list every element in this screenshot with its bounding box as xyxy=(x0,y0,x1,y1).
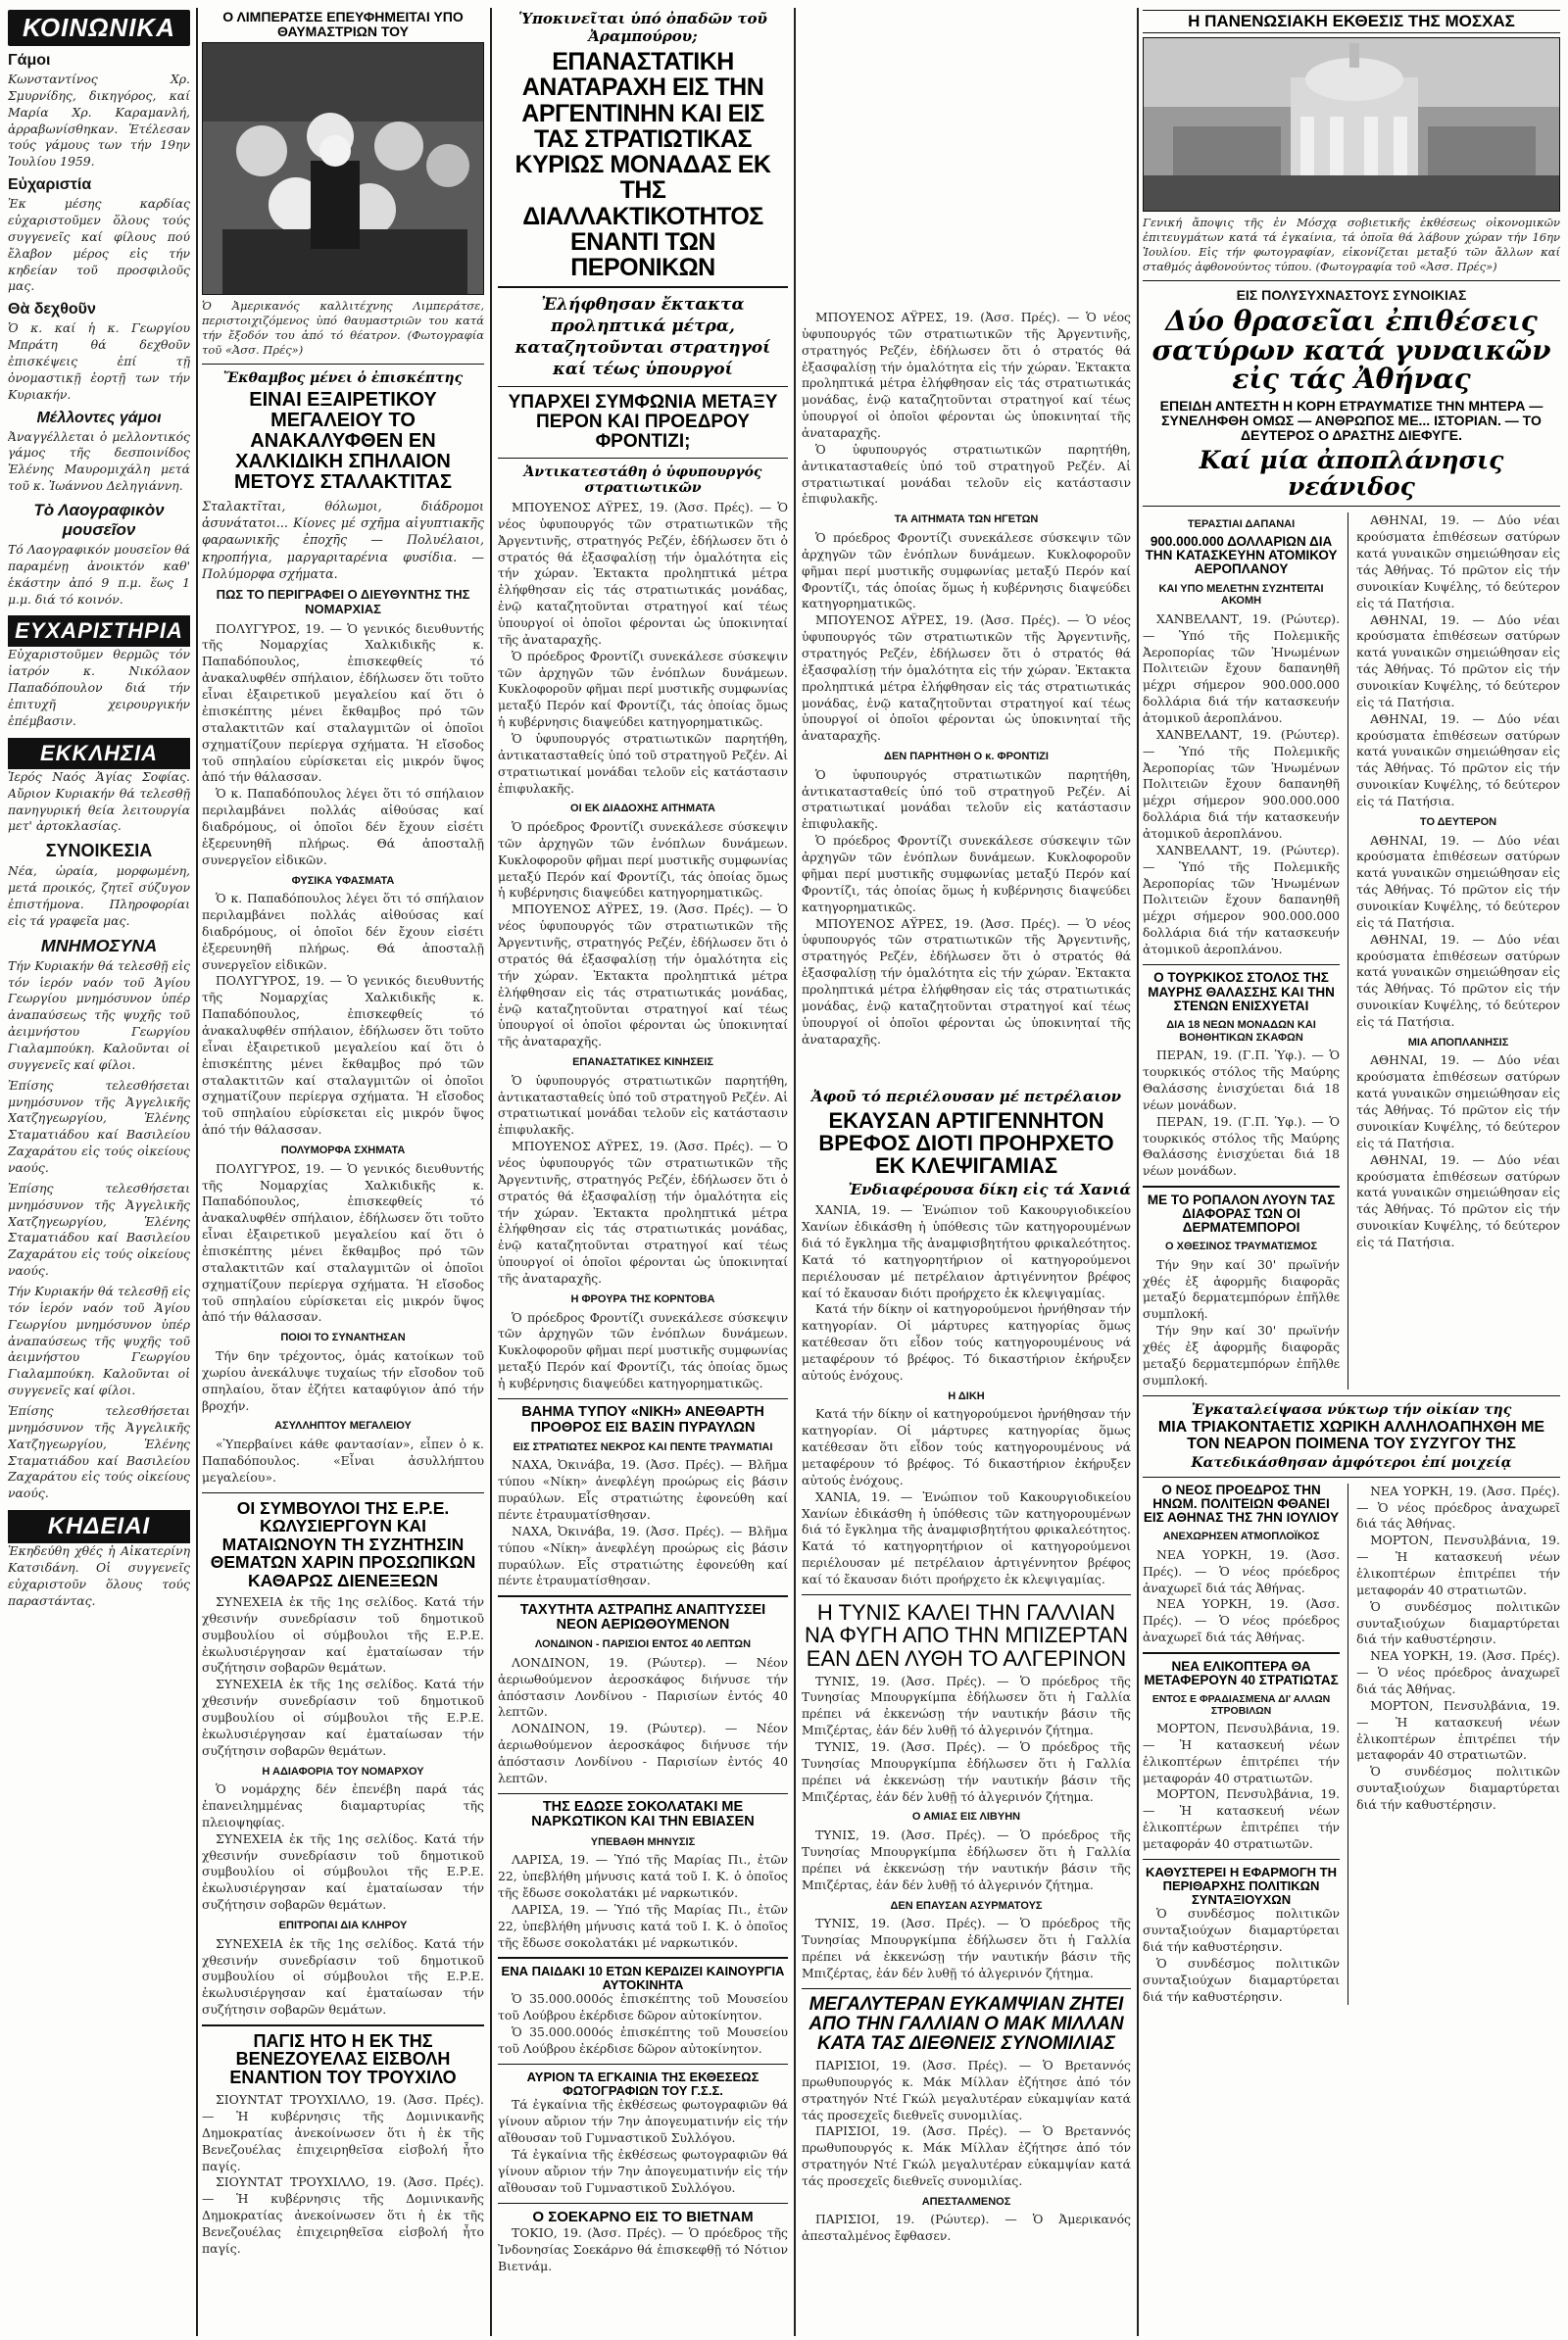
neo-headline: ΝΕΑ ΕΛΙΚΟΠΤΕΡΑ ΘΑ ΜΕΤΑΦΕΡΟΥΝ 40 ΣΤΡΑΤΙΩΤΑΣ xyxy=(1144,1658,1339,1687)
col5-split-2 xyxy=(1143,1484,1560,2006)
macmillan-text: ΠΑΡΙΣΙΟΙ, 19. (Ἀσσ. Πρές). — Ὁ Βρεταννός πρωθυπουργός κ. Μάκ Μίλλαν ἐζήτησε ἀπό τόν στρατηγόν Ντέ Γκώλ μεγαλυτέραν εὐκαμψίαν κατά τάς προσεχεῖς διεθνεῖς συνομιλίας. ΠΑΡΙΣΙΟΙ, 19. (Ἀσσ. Πρές). — Ὁ Βρεταννός πρωθυπουργός κ. Μάκ Μίλλαν ἐζήτησε ἀπό τόν στρατηγόν Ντέ Γκώλ μεγαλυτέραν εὐκαμψίαν κατά τάς προσεχεῖς διεθνεῖς συνομιλίας. xyxy=(802,2057,1131,2188)
argentina-headline: ΕΠΑΝΑΣΤΑΤΙΚΗ ΑΝΑΤΑΡΑΧΗ ΕΙΣ ΤΗΝ ΑΡΓΕΝΤΙΝΗΝ ΚΑΙ ΕΙΣ ΤΑΣ ΣΤΡΑΤΙΩΤΙΚΑΣ ΚΥΡΙΩΣ ΜΟΝΑΔΑΣ ΕΚ ΤΗΣ ΔΙΑΛΛΑΚΤΙΚΟΤΗΤΟΣ ΕΝΑΝΤΙ ΤΩΝ ΠΕΡΟΝΙΚΩΝ xyxy=(514,48,771,281)
argentina-kicker: Ὑποκινεῖται ὑπό ὀπαδῶν τοῦ Ἀραμπούρου; xyxy=(518,10,767,45)
cave-text-more: Ὁ κ. Παπαδόπουλος λέγει ὅτι τό σπήλαιον περιλαμβάνει πολλάς αἰθούσας καί διαδρόμους, οἱ ὁποῖοι δέν ἔχουν εἰσέτι ἐξερευνηθῆ πλήρως. Θά ἀποσταλῇ συνεργεῖον εἰδικῶν. ΠΟΛΥΓΥΡΟΣ, 19. — Ὁ γενικός διευθυντής τῆς Νομαρχίας Χαλκιδικῆς κ. Παπαδόπουλος, ἐπισκεφθείς τό ἀνακαλυφθέν σπήλαιον, ἐδήλωσεν ὅτι τοῦτο εἶναι ἐξαιρετικοῦ μεγαλείου καί ὅτι ὁ ἐπισκέπτης μένει ἔκθαμβος πρό τῶν σταλακτιτῶν καί σταλαγμιτῶν οἱ ὁποῖοι σχηματίζουν περίεργα σχήματα. Ἡ εἴσοδος τοῦ σπηλαίου εὑρίσκεται εἰς μικρόν ὕψος ἀπό τήν θάλασσαν. xyxy=(202,891,484,1138)
edose-headline: ΤΗΣ ΕΔΩΣΕ ΣΟΚΟΛΑΤΑΚΙ ΜΕ ΝΑΡΚΩΤΙΚΟΝ ΚΑΙ ΤΗΝ ΕΒΙΑΣΕΝ xyxy=(531,1799,755,1830)
tourkikos-text: ΠΕΡΑΝ, 19. (Γ.Π. Ὑφ.). — Ὁ τουρκικός στόλος τῆς Μαύρης Θαλάσσης ἐνισχύεται διά 18 νέων μονάδων. ΠΕΡΑΝ, 19. (Γ.Π. Ὑφ.). — Ὁ τουρκικός στόλος τῆς Μαύρης Θαλάσσης ἐνισχύεται διά 18 νέων μονάδων. xyxy=(1143,1048,1341,1179)
proedros-headline: Ο ΝΕΟΣ ΠΡΟΕΔΡΟΣ ΤΗΝ ΗΝΩΜ. ΠΟΛΙΤΕΙΩΝ ΦΘΑΝΕΙ ΕΙΣ ΑΘΗΝΑΣ ΤΗΣ 7ΗΝ ΙΟΥΛΙΟΥ xyxy=(1143,1482,1340,1526)
den-epalisan-title: ΔΕΝ ΕΠΑΥΣΑΝ ΑΣΥΡΜΑΤΟΥΣ xyxy=(890,1899,1043,1912)
dexthoun-text: Ὁ κ. καί ἡ κ. Γεωργίου Μπράτη θά δεχθοῦν ἐπισκέψεις ἐπί τῇ ὀνομαστικῇ ἑορτῇ των τήν Κυριακήν. xyxy=(8,320,190,402)
liberace-photo-title: Ο ΛΙΜΠΕΡΑΤΣΕ ΕΠΕΥΦΗΜΕΙΤΑΙ ΥΠΟ ΘΑΥΜΑΣΤΡΙΩΝ ΤΟΥ xyxy=(222,10,464,39)
avrion-text: Τά ἐγκαίνια τῆς ἐκθέσεως φωτογραφιῶν θά γίνουν αὔριον τήν 7ην ἀπογευματινήν εἰς τήν αἴθουσαν τοῦ Γυμναστικοῦ Συλλόγου. Τά ἐγκαίνια τῆς ἐκθέσεως φωτογραφιῶν θά γίνουν αὔριον τήν 7ην ἀπογευματινήν εἰς τήν αἴθουσαν τοῦ Γυμναστικοῦ Συλλόγου. xyxy=(498,2097,788,2195)
epitropai-title: ΕΠΙΤΡΟΠΑΙ ΔΙΑ ΚΛΗΡΟΥ xyxy=(278,1920,408,1932)
egatalei-headline: ΜΙΑ ΤΡΙΑΚΟΝΤΑΕΤΙΣ ΧΩΡΙΚΗ ΑΛΛΗΛΟΑΠΗΧΘΗ ΜΕ ΤΟΝ ΝΕΑΡΟΝ ΠΟΙΜΕΝΑ ΤΟΥ ΣΥΖΥΓΟΥ ΤΗΣ xyxy=(1157,1419,1545,1452)
epitropai-text: ΣΥΝΕΧΕΙΑ ἐκ τῆς 1ης σελίδος. Κατά τήν χθεσινήν συνεδρίασιν τοῦ δημοτικοῦ συμβουλίου οἱ σύμβουλοι τῆς Ε.Ρ.Ε. ἐκωλυσιέργησαν καί ἐματαίωσαν τήν συζήτησιν σοβαρῶν θεμάτων. xyxy=(202,1935,484,2018)
aitimata-title: ΤΑ ΑΙΤΗΜΑΤΑ ΤΩΝ ΗΓΕΤΩΝ xyxy=(894,513,1039,526)
tunis-text: ΤΥΝΙΣ, 19. (Ἀσσ. Πρές). — Ὁ πρόεδρος τῆς Τυνησίας Μπουργκίμπα ἐδήλωσεν ὅτι ἡ Γαλλία πρέπει νά ἐκκενώσῃ τήν ναυτικήν βάσιν τῆς Μπιζέρτας, ἐάν δέν λυθῇ τό ἀλγερινόν ζήτημα. ΤΥΝΙΣ, 19. (Ἀσσ. Πρές). — Ὁ πρόεδρος τῆς Τυνησίας Μπουργκίμπα ἐδήλωσεν ὅτι ἡ Γαλλία πρέπει νά ἐκκενώσῃ τήν ναυτικήν βάσιν τῆς Μπιζέρτας, ἐάν δέν λυθῇ τό ἀλγερινόν ζήτημα. xyxy=(802,1673,1131,1804)
poioi-text: Τήν 6ην τρέχοντος, ὁμάς κατοίκων τοῦ χωρίου ἀνεκάλυψε τυχαίως τήν εἴσοδον τοῦ σπηλαίου, ὅταν ἐζήτει καταφύγιον ἀπό τήν βροχήν. xyxy=(202,1347,484,1413)
moscow-photo-caption: Γενική ἄποψις τῆς ἐν Μόσχᾳ σοβιετικῆς ἐκθέσεως οἰκονομικῶν ἐπιτευγμάτων κατά τά ἐγκαίνια, τά ὁποῖα θά λάβουν χώραν τήν 16ην Ἰουλίου. Εἰς τήν φωτογραφίαν, εἰκονίζεται μεταξύ τῶν ἄλλων καί σταθμός ἀφθονούντος τύπου. (Φωτογραφία τοῦ «Ἀσσ. Πρές») xyxy=(1143,215,1560,273)
tunis-headline: Η ΤΥΝΙΣ ΚΑΛΕΙ ΤΗΝ ΓΑΛΛΙΑΝ ΝΑ ΦΥΓΗ ΑΠΟ ΤΗΝ ΜΠΙΖΕΡΤΑΝ ΕΑΝ ΔΕΝ ΛΥΘΗ ΤΟ ΑΛΓΕΡΙΝΟΝ xyxy=(804,1600,1129,1671)
argentina-text-2: Ὁ πρόεδρος Φροντίζι συνεκάλεσε σύσκεψιν τῶν ἀρχηγῶν τῶν ἐνόπλων δυνάμεων. Κυκλοφοροῦν φῆμαι περί μυστικῆς συμφωνίας μεταξύ Περόν καί Φροντίζι, τάς ὁποίας ὅμως ἡ κυβέρνησις διαψεύδει κατηγορηματικῶς. ΜΠΟΥΕΝΟΣ ΑΫΡΕΣ, 19. (Ἀσσ. Πρές). — Ὁ νέος ὑφυπουργός τῶν στρατιωτικῶν τῆς Ἀργεντινῆς, στρατηγός Ρεζέν, ἐδήλωσεν ὅτι ὁ στρατός θά ἐξασφαλίσῃ τήν ὁμαλότητα εἰς τήν χώραν. Ἐκτακτα προληπτικά μέτρα ἐλήφθησαν εἰς τάς στρατιωτικάς μονάδας, ἐνῷ καταζητοῦνται στρατηγοί καί τέως ὑπουργοί οἱ ὁποῖοι φέρονται ὡς ὑποκινηταί τῆς ἀναταραχῆς. xyxy=(498,819,788,1049)
liberace-photo xyxy=(202,42,484,295)
vrefos-sub: Ἐνδιαφέρουσα δίκη εἰς τά Χανιά xyxy=(848,1181,1131,1199)
apoplanisis-title: ΜΙΑ ΑΠΟΠΛΑΝΗΣΙΣ xyxy=(1407,1036,1509,1048)
neo-sub: ΕΝΤΟΣ Ε ΦΡΑΔΙΑΣΜΕΝΑ ΔΙ' ΑΛΛΩΝ ΣΤΡΟΒΙΛΩΝ xyxy=(1152,1692,1331,1717)
column-rule xyxy=(794,8,796,2336)
eukharistiria-title: ΕΥΧΑΡΙΣΤΗΡΙΑ xyxy=(8,615,190,647)
kathysterei-headline: ΚΑΘΥΣΤΕΡΕΙ Η ΕΦΑΡΜΟΓΗ ΤΗ ΠΕΡΙΘΑΡΧΗΣ ΠΟΛΙΤΙΚΩΝ ΣΥΝΤΑΞΙΟΥΧΩΝ xyxy=(1146,1865,1338,1907)
moscow-photo xyxy=(1143,37,1560,212)
polymorpha-title: ΠΟΛΥΜΟΡΦΑ ΣΧΗΜΑΤΑ xyxy=(280,1145,406,1157)
neo-text: ΜΟΡΤΟΝ, Πενσυλβάνια, 19. — Ἡ κατασκευή νέων ἑλικοπτέρων ἐπιτρέπει τήν μεταφοράν 40 στρατιωτῶν. ΜΟΡΤΟΝ, Πενσυλβάνια, 19. — Ἡ κατασκευή νέων ἑλικοπτέρων ἐπιτρέπει τήν μεταφοράν 40 στρατιωτῶν. xyxy=(1143,1720,1341,1851)
kideiai-title: ΚΗΔΕΙΑΙ xyxy=(8,1510,190,1543)
dollars-headline: 900.000.000 ΔΟΛΛΑΡΙΩΝ ΔΙΑ ΤΗΝ ΚΑΤΑΣΚΕΥΗΝ ΑΤΟΜΙΚΟΥ ΑΕΡΟΠΛΑΝΟΥ xyxy=(1145,534,1338,577)
argentina-text: ΜΠΟΥΕΝΟΣ ΑΫΡΕΣ, 19. (Ἀσσ. Πρές). — Ὁ νέος ὑφυπουργός τῶν στρατιωτικῶν τῆς Ἀργεντινῆς, στρατηγός Ρεζέν, ἐδήλωσεν ὅτι ὁ στρατός θά ἐξασφαλίσῃ τήν ὁμαλότητα εἰς τήν χώραν. Ἐκτακτα προληπτικά μέτρα ἐλήφθησαν εἰς τάς στρατιωτικάς μονάδας, ἐνῷ καταζητοῦνται στρατηγοί καί τέως ὑπουργοί οἱ ὁποῖοι φέρονται ὡς ὑποκινηταί τῆς ἀναταραχῆς. Ὁ πρόεδρος Φροντίζι συνεκάλεσε σύσκεψιν τῶν ἀρχηγῶν τῶν ἐνόπλων δυνάμεων. Κυκλοφοροῦν φῆμαι περί μυστικῆς συμφωνίας μεταξύ Περόν καί Φροντίζι, τάς ὁποίας ὅμως ἡ κυβέρνησις διαψεύδει κατηγορηματικῶς. Ὁ ὑφυπουργός στρατιωτικῶν παρητήθη, ἀντικατασταθείς ὑπό τοῦ στρατηγοῦ Ρεζέν. Αἱ στρατιωτικαί μονάδαι τελοῦν εἰς κατάστασιν ἐπιφυλακῆς. xyxy=(498,499,788,796)
ekklisia-title: ΕΚΚΛΗΣΙΑ xyxy=(8,738,190,769)
taxytita-sub: ΛΟΝΔΙΝΟΝ - ΠΑΡΙΣΙΟΙ ΕΝΤΟΣ 40 ΛΕΠΤΩΝ xyxy=(534,1638,752,1651)
edose-text: ΛΑΡΙΣΑ, 19. — Ὑπό τῆς Μαρίας Πι., ἐτῶν 22, ὑπεβλήθη μήνυσις κατά τοῦ Ι. Κ. ὁ ὁποῖος τῆς ἔδωσε σοκολατάκι μέ ναρκωτικόν. ΛΑΡΙΣΑ, 19. — Ὑπό τῆς Μαρίας Πι., ἐτῶν 22, ὑπεβλήθη μήνυσις κατά τοῦ Ι. Κ. ὁ ὁποῖος τῆς ἔδωσε σοκολατάκι μέ ναρκωτικόν. xyxy=(498,1852,788,1950)
taxytita-headline: ΤΑΧΥΤΗΤΑ ΑΣΤΡΑΠΗΣ ΑΝΑΠΤΥΣΣΕΙ ΝΕΟΝ ΑΕΡΙΩΘΟΥΜΕΝΟΝ xyxy=(519,1601,766,1633)
asylliptou-text: «Ὑπερβαίνει κάθε φαντασίαν», εἶπεν ὁ κ. Παπαδόπουλος. «Εἶναι ἀσυλλήπτου μεγαλείου». xyxy=(202,1437,484,1485)
macmillan-headline: ΜΕΓΑΛΥΤΕΡΑΝ ΕΥΚΑΜΨΙΑΝ ΖΗΤΕΙ ΑΠΟ ΤΗΝ ΓΑΛΛΙΑΝ Ο ΜΑΚ ΜΙΛΛΑΝ ΚΑΤΑ ΤΑΣ ΔΙΕΘΝΕΙΣ ΣΥΝΟΜΙΛΙΑΣ xyxy=(808,1994,1124,2055)
vrefos-kicker: Ἀφοῦ τό περιέλουσαν μέ πετρέλαιον xyxy=(810,1088,1122,1105)
cave-headline: ΕΙΝΑΙ ΕΞΑΙΡΕΤΙΚΟΥ ΜΕΓΑΛΕΙΟΥ ΤΟ ΑΝΑΚΑΛΥΦΘΕΝ ΕΝ ΧΑΛΚΙΔΙΚΗ ΣΠΗΛΑΙΟΝ ΜΕΤΟΥΣ ΣΤΑΛΑΚΤΙΤΑΣ xyxy=(233,389,453,494)
satyr-headline: Δύο θρασεῖαι ἐπιθέσεις σατύρων κατά γυναικῶν εἰς τάς Ἀθήνας xyxy=(1152,305,1551,395)
gamoi-heading: Γάμοι xyxy=(8,52,51,69)
argentina-sub2: ΥΠΑΡΧΕΙ ΣΥΜΦΩΝΙΑ ΜΕΤΑΞΥ ΠΕΡΟΝ ΚΑΙ ΠΡΟΕΔΡΟΥ ΦΡΟΝΤΙΖΙ; xyxy=(508,392,778,452)
column-rule xyxy=(1137,8,1139,2336)
edose-sub: ΥΠΕΒΑΘΗ ΜΗΝΥΣΙΣ xyxy=(590,1835,696,1848)
vima-sub: ΕΙΣ ΣΤΡΑΤΙΩΤΕΣ ΝΕΚΡΟΣ ΚΑΙ ΠΕΝΤΕ ΤΡΑΥΜΑΤΙΑΙ xyxy=(513,1440,773,1453)
satyr-sub2: Καί μία ἀποπλάνησις νεάνιδος xyxy=(1199,446,1504,501)
column-5 xyxy=(1143,10,1560,2005)
argentina-cont-text-2: Ὁ πρόεδρος Φροντίζι συνεκάλεσε σύσκεψιν τῶν ἀρχηγῶν τῶν ἐνόπλων δυνάμεων. Κυκλοφοροῦν φῆμαι περί μυστικῆς συμφωνίας μεταξύ Περόν καί Φροντίζι, τάς ὁποίας ὅμως ἡ κυβέρνησις διαψεύδει κατηγορηματικῶς. ΜΠΟΥΕΝΟΣ ΑΫΡΕΣ, 19. (Ἀσσ. Πρές). — Ὁ νέος ὑφυπουργός τῶν στρατιωτικῶν τῆς Ἀργεντινῆς, στρατηγός Ρεζέν, ἐδήλωσεν ὅτι ὁ στρατός θά ἐξασφαλίσῃ τήν ὁμαλότητα εἰς τήν χώραν. Ἐκτακτα προληπτικά μέτρα ἐλήφθησαν εἰς τάς στρατιωτικάς μονάδας, ἐνῷ καταζητοῦνται στρατηγοί καί τέως ὑπουργοί οἱ ὁποῖοι φέρονται ὡς ὑποκινηταί τῆς ἀναταραχῆς. xyxy=(802,529,1131,744)
column-2 xyxy=(202,10,484,2258)
synoikesia-text: Νέα, ὡραία, μορφωμένη, μετά προικός, ζητεῖ σύζυγον ἐπιστήμονα. Πληροφορίαι εἰς τά γραφεῖα μας. xyxy=(8,863,190,928)
mnimosyna-text-2: Ἐπίσης τελεσθήσεται μνημόσυνον τῆς Ἀγγελικῆς Χατζηγεωργίου, Ἑλένης Σταματιάδου καί Βασιλείου Ζαχαράτου εἰς τούς οἰκείους ναούς. xyxy=(8,1077,190,1175)
egatalei-block xyxy=(1356,1484,1560,2006)
apostalmenos-title: ΑΠΕΣΤΑΛΜΕΝΟΣ xyxy=(921,2195,1011,2208)
synoikesia-heading: ΣΥΝΟΙΚΕΣΙΑ xyxy=(45,841,153,861)
paidaki-headline: ΕΝΑ ΠΑΙΔΑΚΙ 10 ΕΤΩΝ ΚΕΡΔΙΖΕΙ ΚΑΙΝΟΥΡΓΙΑ ΑΥΤΟΚΙΝΗΤΑ xyxy=(501,1963,785,1992)
proedros-block xyxy=(1143,1484,1340,2006)
athens-block xyxy=(1356,512,1560,1389)
vrefos-text: ΧΑΝΙΑ, 19. — Ἐνώπιον τοῦ Κακουργιοδικείου Χανίων ἐδικάσθη ἡ ὑπόθεσις τῶν κατηγορουμένων διά τό ἔγκλημα τῆς ἀναμφισβητήτου φρικαλεότητος. Κατά τό κατηγορητήριον οἱ κατηγορούμενοι περιέλουσαν μέ πετρέλαιον ἀρτιγέννητον βρέφος καί τό ἔκαυσαν διότι προήρχετο ἐκ κλεψιγαμίας. Κατά τήν δίκην οἱ κατηγορούμενοι ἠρνήθησαν τήν κατηγορίαν. Οἱ μάρτυρες κατηγορίας ὅμως κατέθεσαν ὅτι εἶδον τούς κατηγορουμένους νά μεταφέρουν τό βρέφος. Τό δικαστήριον ἐκήρυξεν αὐτούς ἐνόχους. xyxy=(802,1202,1131,1383)
left-column xyxy=(8,10,190,1610)
mnimosyna-text-5: Ἐπίσης τελεσθήσεται μνημόσυνον τῆς Ἀγγελικῆς Χατζηγεωργίου, Ἑλένης Σταματιάδου καί Βασιλείου Ζαχαράτου εἰς τούς οἰκείους ναούς. xyxy=(8,1403,190,1501)
column-3 xyxy=(498,10,788,2274)
ropalon-sub: Ο ΧΘΕΣΙΝΟΣ ΤΡΑΥΜΑΤΙΣΜΟΣ xyxy=(1165,1241,1318,1253)
athens-text: ΑΘΗΝΑΙ, 19. — Δύο νέαι κρούσματα ἐπιθέσεων σατύρων κατά γυναικῶν σημειώθησαν εἰς τάς Ἀθήνας. Τό πρῶτον εἰς τήν συνοικίαν Κυψέλης, τό δεύτερον εἰς τά Πατήσια. ΑΘΗΝΑΙ, 19. — Δύο νέαι κρούσματα ἐπιθέσεων σατύρων κατά γυναικῶν σημειώθησαν εἰς τάς Ἀθήνας. Τό πρῶτον εἰς τήν συνοικίαν Κυψέλης, τό δεύτερον εἰς τά Πατήσια. ΑΘΗΝΑΙ, 19. — Δύο νέαι κρούσματα ἐπιθέσεων σατύρων κατά γυναικῶν σημειώθησαν εἰς τάς Ἀθήνας. Τό πρῶτον εἰς τήν συνοικίαν Κυψέλης, τό δεύτερον εἰς τά Πατήσια. xyxy=(1356,512,1560,809)
dollars-sub: ΚΑΙ ΥΠΟ ΜΕΛΕΤΗΝ ΣΥΖΗΤΕΙΤΑΙ ΑΚΟΜΗ xyxy=(1158,582,1324,608)
ekklisia-text: Ἱερός Ναός Ἁγίας Σοφίας. Αὔριον Κυριακήν θά τελεσθῇ πανηγυρική θεία λειτουργία μετ' ἀρτοκλασίας. xyxy=(8,768,190,834)
den-paraitithi-title: ΔΕΝ ΠΑΡΗΤΗΘΗ Ο κ. ΦΡΟΝΤΙΖΙ xyxy=(884,751,1049,763)
gamoi-text: Κωνσταντίνος Χρ. Σμυρνίδης, δικηγόρος, καί Μαρία Χρ. Καραμανλή, ἀρραβωνίσθηκαν. Ἐτέλεσαν τούς γάμους των τήν 19ην Ἰουλίου 1959. xyxy=(8,72,190,170)
deuteron-title: ΤΟ ΔΕΥΤΕΡΟΝ xyxy=(1419,815,1497,828)
satyr-sub: ΕΠΕΙΔΗ ΑΝΤΕΣΤΗ Η ΚΟΡΗ ΕΤΡΑΥΜΑΤΙΣΕ ΤΗΝ ΜΗΤΕΡΑ — ΣΥΝΕΛΗΦΘΗ ΟΜΩΣ — ΑΝΘΡΩΠΟΣ ΜΕ... ΙΣΤΟΡΙΑΝ. — ΤΟ ΔΕΥΤΕΡΟΣ Ο ΔΡΑΣΤΗΣ ΔΙΕΦΥΓΕ. xyxy=(1159,398,1544,443)
argentina-cont-text: ΜΠΟΥΕΝΟΣ ΑΫΡΕΣ, 19. (Ἀσσ. Πρές). — Ὁ νέος ὑφυπουργός τῶν στρατιωτικῶν τῆς Ἀργεντινῆς, στρατηγός Ρεζέν, ἐδήλωσεν ὅτι ὁ στρατός θά ἐξασφαλίσῃ τήν ὁμαλότητα εἰς τήν χώραν. Ἐκτακτα προληπτικά μέτρα ἐλήφθησαν εἰς τάς στρατιωτικάς μονάδας, ἐνῷ καταζητοῦνται στρατηγοί καί τέως ὑπουργοί οἱ ὁποῖοι φέρονται ὡς ὑποκινηταί τῆς ἀναταραχῆς. Ὁ ὑφυπουργός στρατιωτικῶν παρητήθη, ἀντικατασταθείς ὑπό τοῦ στρατηγοῦ Ρεζέν. Αἱ στρατιωτικαί μονάδαι τελοῦν εἰς κατάστασιν ἐπιφυλακῆς. xyxy=(802,310,1131,507)
liberace-photo-caption: Ὁ Ἀμερικανός καλλιτέχνης Λιμπεράτσε, περιστοιχιζόμενος ὑπό θαυμαστριῶν του κατά τήν ἔξοδόν του ἀπό τό θέατρον. (Φωτογραφία τοῦ «Ἀσσ. Πρές») xyxy=(202,299,484,358)
apostalmenos-text: ΠΑΡΙΣΙΟΙ, 19. (Ρώυτερ). — Ὁ Ἀμερικανός ἀπεσταλμένος ἔφθασεν. xyxy=(802,2212,1131,2244)
vrefos-headline: ΕΚΑΥΣΑΝ ΑΡΤΙΓΕΝΝΗΤΟΝ ΒΡΕΦΟΣ ΔΙΟΤΙ ΠΡΟΗΡΧΕΤΟ ΕΚ ΚΛΕΨΙΓΑΜΙΑΣ xyxy=(818,1108,1114,1179)
column-rule xyxy=(196,8,198,2336)
proedros-text: ΝΕΑ ΥΟΡΚΗ, 19. (Ἀσσ. Πρές). — Ὁ νέος πρόεδρος ἀναχωρεῖ διά τάς Ἀθήνας. ΝΕΑ ΥΟΡΚΗ, 19. (Ἀσσ. Πρές). — Ὁ νέος πρόεδρος ἀναχωρεῖ διά τάς Ἀθήνας. xyxy=(1143,1546,1341,1645)
vrefos-text-2: Κατά τήν δίκην οἱ κατηγορούμενοι ἠρνήθησαν τήν κατηγορίαν. Οἱ μάρτυρες κατηγορίας ὅμως κατέθεσαν ὅτι εἶδον τούς κατηγορουμένους νά μεταφέρουν τό βρέφος. Τό δικαστήριον ἐκήρυξεν αὐτούς ἐνόχους. ΧΑΝΙΑ, 19. — Ἐνώπιον τοῦ Κακουργιοδικείου Χανίων ἐδικάσθη ἡ ὑπόθεσις τῶν κατηγορουμένων διά τό ἔγκλημα τῆς ἀναμφισβητήτου φρικαλεότητος. Κατά τό κατηγορητήριον οἱ κατηγορούμενοι περιέλουσαν μέ πετρέλαιον ἀρτιγέννητον βρέφος καί τό ἔκαυσαν διότι προήρχετο ἐκ κλεψιγαμίας. xyxy=(802,1406,1131,1586)
tunis-text-2: ΤΥΝΙΣ, 19. (Ἀσσ. Πρές). — Ὁ πρόεδρος τῆς Τυνησίας Μπουργκίμπα ἐδήλωσεν ὅτι ἡ Γαλλία πρέπει νά ἐκκενώσῃ τήν ναυτικήν βάσιν τῆς Μπιζέρτας, ἐάν δέν λυθῇ τό ἀλγερινόν ζήτημα. xyxy=(802,1828,1131,1892)
amias-title: Ο ΑΜΙΑΣ ΕΙΣ ΛΙΒΥΗΝ xyxy=(911,1811,1021,1824)
proedros-sub: ΑΝΕΧΩΡΗΣΕΝ ΑΤΜΟΠΛΟΪΚΟΣ xyxy=(1162,1531,1320,1543)
koinonika-title: ΚΟΙΝΩΝΙΚΑ xyxy=(8,10,190,46)
terastiai-title: ΤΕΡΑΣΤΙΑΙ ΔΑΠΑΝΑΙ xyxy=(1187,518,1296,531)
physika-title: ΦΥΣΙΚΑ ΥΦΑΣΜΑΤΑ xyxy=(291,874,395,887)
mnimosyna-text-3: Ἐπίσης τελεσθήσεται μνημόσυνον τῆς Ἀγγελικῆς Χατζηγεωργίου, Ἑλένης Σταματιάδου καί Βασιλείου Ζαχαράτου εἰς τούς οἰκείους ναούς. xyxy=(8,1180,190,1279)
cave-kicker: Ἔκθαμβος μένει ὁ ἐπισκέπτης xyxy=(222,370,464,387)
argentina-text-4: Ὁ πρόεδρος Φροντίζι συνεκάλεσε σύσκεψιν τῶν ἀρχηγῶν τῶν ἐνόπλων δυνάμεων. Κυκλοφοροῦν φῆμαι περί μυστικῆς συμφωνίας μεταξύ Περόν καί Φροντίζι, τάς ὁποίας ὅμως ἡ κυβέρνησις διαψεύδει κατηγορηματικῶς. xyxy=(498,1309,788,1390)
laografikon-text: Τό Λαογραφικόν μουσεῖον θά παραμένῃ ἀνοικτόν καθ' ἑκάστην ἀπό 9 π.μ. ἕως 1 μ.μ. διά τό κοινόν. xyxy=(8,542,190,607)
cave-text-polymorpha: ΠΟΛΥΓΥΡΟΣ, 19. — Ὁ γενικός διευθυντής τῆς Νομαρχίας Χαλκιδικῆς κ. Παπαδόπουλος, ἐπισκεφθείς τό ἀνακαλυφθέν σπήλαιον, ἐδήλωσεν ὅτι τοῦτο εἶναι ἐξαιρετικοῦ μεγαλείου καί ὅτι ὁ ἐπισκέπτης μένει ἔκθαμβος πρό τῶν σταλακτιτῶν καί σταλαγμιτῶν οἱ ὁποῖοι σχηματίζουν περίεργα σχήματα. Ἡ εἴσοδος τοῦ σπηλαίου εὑρίσκεται εἰς μικρόν ὕψος ἀπό τήν θάλασσαν. xyxy=(202,1160,484,1325)
argentina-sub1: Ἐλήφθησαν ἔκτακτα προληπτικά μέτρα, καταζητοῦνται στρατηγοί καί τέως ὑπουργοί xyxy=(514,294,771,380)
mnimosyna-heading: ΜΝΗΜΟΣΥΝΑ xyxy=(40,935,158,955)
cave-subheadline: Σταλακτῖται, θόλωμοι, διάδρομοι ἀσυνάτατοι... Κίονες μέ σχῆμα αἰγυπτιακῆς φαραωνικῆς ἐποχῆς — Πολυέλαιοι, κηροπήγια, μαργαριταρένια φυσίδια. — Πολύμορφα σχήματα. xyxy=(202,499,484,581)
kathysterei-text: Ὁ συνδέσμος πολιτικῶν συνταξιούχων διαμαρτύρεται διά τήν καθυστέρησιν. Ὁ συνδέσμος πολιτικῶν συνταξιούχων διαμαρτύρεται διά τήν καθυστέρησιν. xyxy=(1143,1906,1341,2004)
tourkikos-headline: Ο ΤΟΥΡΚΙΚΟΣ ΣΤΟΛΟΣ ΤΗΣ ΜΑΥΡΗΣ ΘΑΛΑΣΣΗΣ ΚΑΙ ΤΗΝ ΣΤΕΝΩΝ ΕΝΙΣΧΥΕΤΑΙ xyxy=(1148,970,1335,1013)
dexthoun-heading: Θὰ δεχθοῦν xyxy=(8,301,96,318)
egatalei-kicker: Ἐγκαταλείψασα νύκτωρ τήν οἰκίαν της xyxy=(1191,1402,1512,1419)
mellontes-text: Ἀναγγέλλεται ὁ μελλοντικός γάμος τῆς δεσποινίδος Ἑλένης Μαυρομιχάλη μετά τοῦ κ. Ἰωάννου Δεληγιάννη. xyxy=(8,428,190,494)
argentina-sub3: Ἀντικατεστάθη ὁ ὑφυπουργός στρατιωτικῶν xyxy=(523,463,762,496)
mellontes-heading: Μέλλοντες γάμοι xyxy=(36,409,162,426)
column-rule xyxy=(490,8,492,2336)
asylliptou-title: ΑΣΥΛΛΗΠΤΟΥ ΜΕΓΑΛΕΙΟΥ xyxy=(274,1420,412,1433)
venezuela-headline: ΠΑΓΙΣ ΗΤΟ Η ΕΚ ΤΗΣ ΒΕΝΕΖΟΥΕΛΑΣ ΕΙΣΒΟΛΗ ΕΝΑΝΤΙΟΝ ΤΟΥ ΤΡΟΥΧΙΛΟ xyxy=(229,2030,457,2088)
poioi-title: ΠΟΙΟΙ ΤΟ ΣΥΝΑΝΤΗΣΑΝ xyxy=(280,1332,406,1344)
dollars-block xyxy=(1143,512,1340,1389)
satyr-kicker: ΕΙΣ ΠΟΛΥΣΥΧΝΑΣΤΟΥΣ ΣΥΝΟΙΚΙΑΣ xyxy=(1236,287,1467,304)
kideiai-text: Ἐκηδεύθη χθές ἡ Αἰκατερίνη Κατσιδάνη. Οἱ συγγενεῖς εὐχαριστοῦν ὅλους τούς παραστάντας. xyxy=(8,1543,190,1608)
dollars-text: ΧΑΝΒΕΛΑΝΤ, 19. (Ρώυτερ). — Ὑπό τῆς Πολεμικῆς Ἀεροπορίας τῶν Ἡνωμένων Πολιτειῶν ἔχουν δαπανηθῆ μέχρι σήμερον 900.000.000 δολλάρια διά τήν κατασκευήν ἀτομικοῦ ἀεροπλάνου. ΧΑΝΒΕΛΑΝΤ, 19. (Ρώυτερ). — Ὑπό τῆς Πολεμικῆς Ἀεροπορίας τῶν Ἡνωμένων Πολιτειῶν ἔχουν δαπανηθῆ μέχρι σήμερον 900.000.000 δολλάρια διά τήν κατασκευήν ἀτομικοῦ ἀεροπλάνου. ΧΑΝΒΕΛΑΝΤ, 19. (Ρώυτερ). — Ὑπό τῆς Πολεμικῆς Ἀεροπορίας τῶν Ἡνωμένων Πολιτειῶν ἔχουν δαπανηθῆ μέχρι σήμερον 900.000.000 δολλάρια διά τήν κατασκευήν ἀτομικοῦ ἀεροπλάνου. xyxy=(1143,610,1341,957)
column-4-upper xyxy=(802,310,1131,1084)
ropalon-headline: ΜΕ ΤΟ ΡΟΠΑΛΟΝ ΛΥΟΥΝ ΤΑΣ ΔΙΑΦΟΡΑΣ ΤΩΝ ΟΙ ΔΕΡΜΑΤΕΜΠΟΡΟΙ xyxy=(1147,1192,1336,1235)
ere-text: ΣΥΝΕΧΕΙΑ ἐκ τῆς 1ης σελίδος. Κατά τήν χθεσινήν συνεδρίασιν τοῦ δημοτικοῦ συμβουλίου οἱ σύμβουλοι τῆς Ε.Ρ.Ε. ἐκωλυσιέργησαν καί ἐματαίωσαν τήν συζήτησιν σοβαρῶν θεμάτων. ΣΥΝΕΧΕΙΑ ἐκ τῆς 1ης σελίδος. Κατά τήν χθεσινήν συνεδρίασιν τοῦ δημοτικοῦ συμβουλίου οἱ σύμβουλοι τῆς Ε.Ρ.Ε. ἐκωλυσιέργησαν καί ἐματαίωσαν τήν συζήτησιν σοβαρῶν θεμάτων. xyxy=(202,1593,484,1758)
mnimosyna-text: Τήν Κυριακήν θά τελεσθῇ εἰς τόν ἱερόν ναόν τοῦ Ἁγίου Γεωργίου μνημόσυνον ὑπέρ ἀναπαύσεως τῆς ψυχῆς τοῦ ἀειμνήστου Γεωργίου Γιαλαμπούκη. Καλοῦνται οἱ συγγενεῖς καί φίλοι. xyxy=(8,957,190,1072)
vima-text: ΝΑΧΑ, Ὀκινάβα, 19. (Ἀσσ. Πρές). — Βλῆμα τύπου «Νίκη» ἀνεφλέγη προώρως εἰς βάσιν πυραύλων. Εἷς στρατιώτης ἐφονεύθη καί πέντε ἐτραυματίσθησαν. ΝΑΧΑ, Ὀκινάβα, 19. (Ἀσσ. Πρές). — Βλῆμα τύπου «Νίκη» ἀνεφλέγη προώρως εἰς βάσιν πυραύλων. Εἷς στρατιώτης ἐφονεύθη καί πέντε ἐτραυματίσθησαν. xyxy=(498,1457,788,1588)
cave-text: ΠΟΛΥΓΥΡΟΣ, 19. — Ὁ γενικός διευθυντής τῆς Νομαρχίας Χαλκιδικῆς κ. Παπαδόπουλος, ἐπισκεφθείς τό ἀνακαλυφθέν σπήλαιον, ἐδήλωσεν ὅτι τοῦτο εἶναι ἐξαιρετικοῦ μεγαλείου καί ὅτι ὁ ἐπισκέπτης μένει ἔκθαμβος πρό τῶν σταλακτιτῶν καί σταλαγμιτῶν οἱ ὁποῖοι σχηματίζουν περίεργα σχήματα. Ἡ εἴσοδος τοῦ σπηλαίου εὑρίσκεται εἰς μικρόν ὕψος ἀπό τήν θάλασσαν. Ὁ κ. Παπαδόπουλος λέγει ὅτι τό σπήλαιον περιλαμβάνει πολλάς αἰθούσας καί διαδρόμους, οἱ ὁποῖοι δέν ἔχουν εἰσέτι ἐξερευνηθῆ πλήρως. Θά ἀποσταλῇ συνεργεῖον εἰδικῶν. xyxy=(202,620,484,867)
soekarno-text: ΤΟΚΙΟ, 19. (Ἀσσ. Πρές). — Ὁ πρόεδρος τῆς Ἰνδονησίας Σοεκάρνο θά ἐπισκεφθῇ τό Νότιον Βιετνάμ. xyxy=(498,2224,788,2273)
egatalei-text: ΝΕΑ ΥΟΡΚΗ, 19. (Ἀσσ. Πρές). — Ὁ νέος πρόεδρος ἀναχωρεῖ διά τάς Ἀθήνας. ΜΟΡΤΟΝ, Πενσυλβάνια, 19. — Ἡ κατασκευή νέων ἑλικοπτέρων ἐπιτρέπει τήν μεταφοράν 40 στρατιωτῶν. Ὁ συνδέσμος πολιτικῶν συνταξιούχων διαμαρτύρεται διά τήν καθυστέρησιν. ΝΕΑ ΥΟΡΚΗ, 19. (Ἀσσ. Πρές). — Ὁ νέος πρόεδρος ἀναχωρεῖ διά τάς Ἀθήνας. ΜΟΡΤΟΝ, Πενσυλβάνια, 19. — Ἡ κατασκευή νέων ἑλικοπτέρων ἐπιτρέπει τήν μεταφοράν 40 στρατιωτῶν. Ὁ συνδέσμος πολιτικῶν συνταξιούχων διαμαρτύρεται διά τήν καθυστέρησιν. xyxy=(1356,1483,1560,1813)
mnimosyna-text-4: Τήν Κυριακήν θά τελεσθῇ εἰς τόν ἱερόν ναόν τοῦ Ἁγίου Γεωργίου μνημόσυνον ὑπέρ ἀναπαύσεως τῆς ψυχῆς τοῦ ἀειμνήστου Γεωργίου Γιαλαμπούκη. Καλοῦνται οἱ συγγενεῖς καί φίλοι. xyxy=(8,1283,190,1398)
ekthesi-title: ΟΙ ΕΚ ΔΙΑΔΟΧΗΣ ΑΙΤΗΜΑΤΑ xyxy=(570,803,715,815)
egatalei-sub: Κατεδικάσθησαν ἀμφότεροι ἐπί μοιχείᾳ xyxy=(1191,1454,1512,1471)
ere-headline: ΟΙ ΣΥΜΒΟΥΛΟΙ ΤΗΣ Ε.Ρ.Ε. ΚΩΛΥΣΙΕΡΓΟΥΝ ΚΑΙ ΜΑΤΑΙΩΝΟΥΝ ΤΗ ΣΥΖΗΤΗΣΙΝ ΘΕΜΑΤΩΝ ΧΑΡΙΝ ΠΡΟΣΩΠΙΚΩΝ ΚΑΘΑΡΩΣ ΔΙΕΝΕΞΕΩΝ xyxy=(210,1498,476,1590)
liberace-photo-image xyxy=(203,43,484,295)
cave-section-title: ΠΩΣ ΤΟ ΠΕΡΙΓΡΑΦΕΙ Ο ΔΙΕΥΘΥΝΤΗΣ ΤΗΣ ΝΟΜΑΡΧΙΑΣ xyxy=(216,586,470,616)
moscow-photo-image xyxy=(1144,38,1560,212)
adiaforia-text: Ὁ νομάρχης δέν ἐπενέβη παρά τάς ἐπανειλημμένας διαμαρτυρίας τῆς πλειοψηφίας. ΣΥΝΕΧΕΙΑ ἐκ τῆς 1ης σελίδος. Κατά τήν χθεσινήν συνεδρίασιν τοῦ δημοτικοῦ συμβουλίου οἱ σύμβουλοι τῆς Ε.Ρ.Ε. ἐκωλυσιέργησαν καί ἐματαίωσαν τήν συζήτησιν σοβαρῶν θεμάτων. xyxy=(202,1781,484,1913)
avrion-headline: ΑΥΡΙΟΝ ΤΑ ΕΓΚΑΙΝΙΑ ΤΗΣ ΕΚΘΕΣΕΩΣ ΦΩΤΟΓΡΑΦΙΩΝ ΤΟΥ Γ.Σ.Σ. xyxy=(526,2070,760,2098)
tunis-text-3: ΤΥΝΙΣ, 19. (Ἀσσ. Πρές). — Ὁ πρόεδρος τῆς Τυνησίας Μπουργκίμπα ἐδήλωσεν ὅτι ἡ Γαλλία πρέπει νά ἐκκενώσῃ τήν ναυτικήν βάσιν τῆς Μπιζέρτας, ἐάν δέν λυθῇ τό ἀλγερινόν ζήτημα. xyxy=(802,1916,1131,1980)
argentina-text-3: Ὁ ὑφυπουργός στρατιωτικῶν παρητήθη, ἀντικατασταθείς ὑπό τοῦ στρατηγοῦ Ρεζέν. Αἱ στρατιωτικαί μονάδαι τελοῦν εἰς κατάστασιν ἐπιφυλακῆς. ΜΠΟΥΕΝΟΣ ΑΫΡΕΣ, 19. (Ἀσσ. Πρές). — Ὁ νέος ὑφυπουργός τῶν στρατιωτικῶν τῆς Ἀργεντινῆς, στρατηγός Ρεζέν, ἐδήλωσεν ὅτι ὁ στρατός θά ἐξασφαλίσῃ τήν ὁμαλότητα εἰς τήν χώραν. Ἐκτακτα προληπτικά μέτρα ἐλήφθησαν εἰς τάς στρατιωτικάς μονάδας, ἐνῷ καταζητοῦνται στρατηγοί καί τέως ὑπουργοί οἱ ὁποῖοι φέρονται ὡς ὑποκινηταί τῆς ἀναταραχῆς. xyxy=(498,1072,788,1287)
athens-text-3: ΑΘΗΝΑΙ, 19. — Δύο νέαι κρούσματα ἐπιθέσεων σατύρων κατά γυναικῶν σημειώθησαν εἰς τάς Ἀθήνας. Τό πρῶτον εἰς τήν συνοικίαν Κυψέλης, τό δεύτερον εἰς τά Πατήσια. ΑΘΗΝΑΙ, 19. — Δύο νέαι κρούσματα ἐπιθέσεων σατύρων κατά γυναικῶν σημειώθησαν εἰς τάς Ἀθήνας. Τό πρῶτον εἰς τήν συνοικίαν Κυψέλης, τό δεύτερον εἰς τά Πατήσια. xyxy=(1356,1052,1560,1249)
argentina-cont-text-3: Ὁ ὑφυπουργός στρατιωτικῶν παρητήθη, ἀντικατασταθείς ὑπό τοῦ στρατηγοῦ Ρεζέν. Αἱ στρατιωτικαί μονάδαι τελοῦν εἰς κατάστασιν ἐπιφυλακῆς. Ὁ πρόεδρος Φροντίζι συνεκάλεσε σύσκεψιν τῶν ἀρχηγῶν τῶν ἐνόπλων δυνάμεων. Κυκλοφοροῦν φῆμαι περί μυστικῆς συμφωνίας μεταξύ Περόν καί Φροντίζι, τάς ὁποίας ὅμως ἡ κυβέρνησις διαψεύδει κατηγορηματικῶς. ΜΠΟΥΕΝΟΣ ΑΫΡΕΣ, 19. (Ἀσσ. Πρές). — Ὁ νέος ὑφυπουργός τῶν στρατιωτικῶν τῆς Ἀργεντινῆς, στρατηγός Ρεζέν, ἐδήλωσεν ὅτι ὁ στρατός θά ἐξασφαλίσῃ τήν ὁμαλότητα εἰς τήν χώραν. Ἐκτακτα προληπτικά μέτρα ἐλήφθησαν εἰς τάς στρατιωτικάς μονάδας, ἐνῷ καταζητοῦνται στρατηγοί καί τέως ὑπουργοί οἱ ὁποῖοι φέρονται ὡς ὑποκινηταί τῆς ἀναταραχῆς. xyxy=(802,766,1131,1047)
col5-split-1 xyxy=(1143,512,1560,1389)
laografikon-heading: Τὸ Λαογραφικὸν μουσεῖον xyxy=(33,501,165,540)
taxytita-text: ΛΟΝΔΙΝΟΝ, 19. (Ρώυτερ). — Νέον ἀεριωθούμενον ἀεροσκάφος διήνυσε τήν ἀπόστασιν Λονδίνου - Παρισίων ἐντός 40 λεπτῶν. ΛΟΝΔΙΝΟΝ, 19. (Ρώυτερ). — Νέον ἀεριωθούμενον ἀεροσκάφος διήνυσε τήν ἀπόστασιν Λονδίνου - Παρισίων ἐντός 40 λεπτῶν. xyxy=(498,1654,788,1785)
eukharisties-heading: Εὐχαριστία xyxy=(8,176,92,194)
venezuela-text: ΣΙΟΥΝΤΑΤ ΤΡΟΥΧΙΛΛΟ, 19. (Ἀσσ. Πρές). — Ἡ κυβέρνησις τῆς Δομινικανῆς Δημοκρατίας ἀνεκοίνωσεν ὅτι ἡ ἐκ τῆς Βενεζουέλας ἐπιχειρηθεῖσα εἰσβολή ἦτο παγίς. ΣΙΟΥΝΤΑΤ ΤΡΟΥΧΙΛΛΟ, 19. (Ἀσσ. Πρές). — Ἡ κυβέρνησις τῆς Δομινικανῆς Δημοκρατίας ἀνεκοίνωσεν ὅτι ἡ ἐκ τῆς Βενεζουέλας ἐπιχειρηθεῖσα εἰσβολή ἦτο παγίς. xyxy=(202,2092,484,2256)
dikh-title: Η ΔΙΚΗ xyxy=(948,1389,985,1402)
soekarno-headline: Ο ΣΟΕΚΑΡΝΟ ΕΙΣ ΤΟ ΒΙΕΤΝΑΜ xyxy=(532,2209,754,2226)
frouria-title: Η ΦΡΟΥΡΑ ΤΗΣ ΚΟΡΝΤΟΒΑ xyxy=(570,1292,715,1305)
athens-text-2: ΑΘΗΝΑΙ, 19. — Δύο νέαι κρούσματα ἐπιθέσεων σατύρων κατά γυναικῶν σημειώθησαν εἰς τάς Ἀθήνας. Τό πρῶτον εἰς τήν συνοικίαν Κυψέλης, τό δεύτερον εἰς τά Πατήσια. ΑΘΗΝΑΙ, 19. — Δύο νέαι κρούσματα ἐπιθέσεων σατύρων κατά γυναικῶν σημειώθησαν εἰς τάς Ἀθήνας. Τό πρῶτον εἰς τήν συνοικίαν Κυψέλης, τό δεύτερον εἰς τά Πατήσια. xyxy=(1356,832,1560,1029)
moscow-photo-title: Η ΠΑΝΕΝΩΣΙΑΚΗ ΕΚΘΕΣΙΣ ΤΗΣ ΜΟΣΧΑΣ xyxy=(1143,10,1560,33)
eukharistiria-text: Εὐχαριστοῦμεν θερμῶς τόν ἰατρόν κ. Νικόλαον Παπαδόπουλον διά τήν ἐπιτυχῆ χειρουργικήν ἐπέμβασιν. xyxy=(8,647,190,728)
vima-headline: ΒΑΗΜΑ ΤΥΠΟΥ «ΝΙΚΗ» ΑΝΕΘΑΡΤΗ ΠΡΟΘΡΟΣ ΕΙΣ ΒΑΣΙΝ ΠΥΡΑΥΛΩΝ xyxy=(521,1404,764,1436)
ropalon-text: Τήν 9ην καί 30' πρωϊνήν χθές ἐξ ἀφορμῆς διαφορᾶς μεταξύ δερματεμπόρων ἐπῆλθε συμπλοκή. Τήν 9ην καί 30' πρωϊνήν χθές ἐξ ἀφορμῆς διαφορᾶς μεταξύ δερματεμπόρων ἐπῆλθε συμπλοκή. xyxy=(1143,1256,1341,1388)
tourkikos-sub: ΔΙΑ 18 ΝΕΩΝ ΜΟΝΑΔΩΝ ΚΑΙ ΒΟΗΘΗΤΙΚΩΝ ΣΚΑΦΩΝ xyxy=(1166,1018,1316,1044)
adiaforia-title: Η ΑΔΙΑΦΟΡΙΑ ΤΟΥ ΝΟΜΑΡΧΟΥ xyxy=(262,1765,424,1778)
eukharisties-text: Ἐκ μέσης καρδίας εὐχαριστοῦμεν ὅλους τούς συγγενεῖς καί φίλους πού ἔλαβον μέρος εἰς τήν κηδείαν τοῦ προσφιλοῦς μας. xyxy=(8,196,190,294)
column-4-lower xyxy=(802,1088,1131,2245)
paidaki-text: Ὁ 35.000.000ός ἐπισκέπτης τοῦ Μουσείου τοῦ Λούβρου ἐκέρδισε δῶρον αὐτοκίνητον. Ὁ 35.000.000ός ἐπισκέπτης τοῦ Μουσείου τοῦ Λούβρου ἐκέρδισε δῶρον αὐτοκίνητον. xyxy=(498,1991,788,2056)
epanastatikes-title: ΕΠΑΝΑΣΤΑΤΙΚΕΣ ΚΙΝΗΣΕΙΣ xyxy=(572,1056,713,1069)
